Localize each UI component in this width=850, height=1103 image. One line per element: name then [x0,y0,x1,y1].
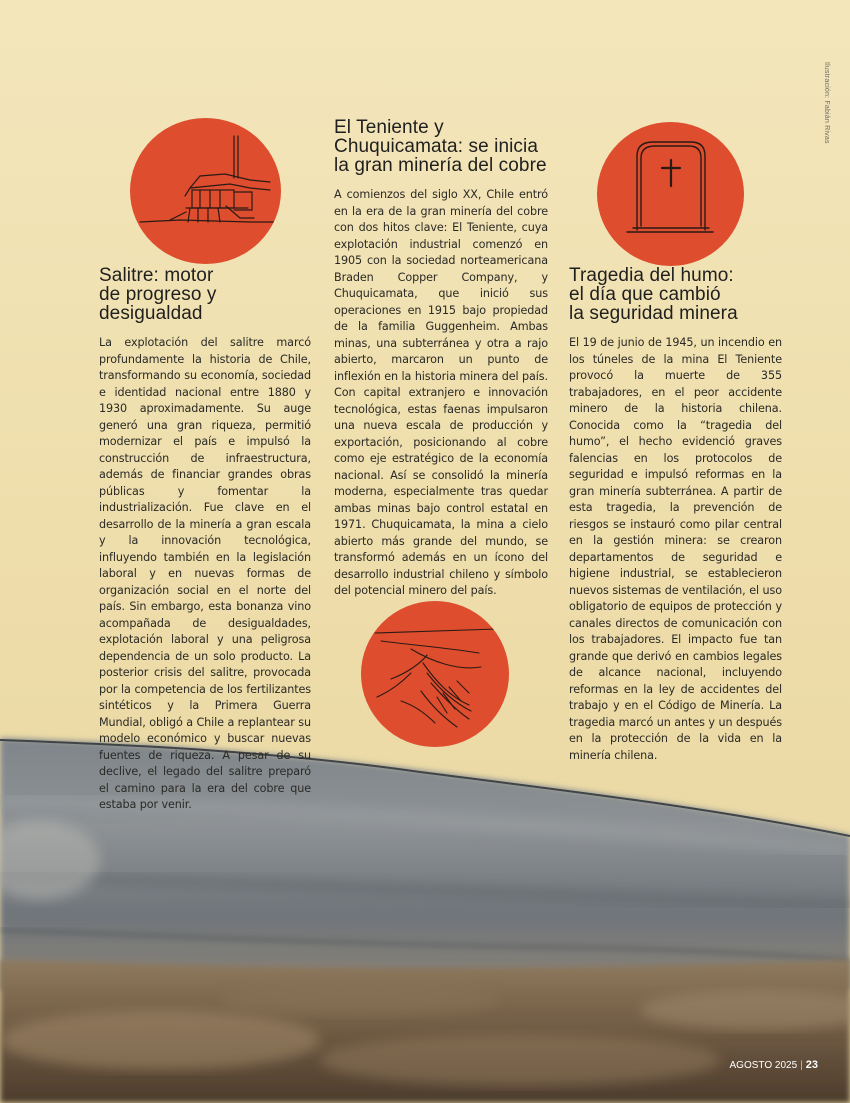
heading-line: desigualdad [99,303,203,324]
gravestone-icon [597,122,744,266]
factory-icon [130,118,281,264]
section-heading [569,266,782,323]
heading-line: la seguridad minera [569,303,738,324]
section-body: La explotación del salitre marcó profundamente la historia de Chile, transformando su economía, sociedad e identidad nacional entre 1880 y 1930 aproximadamente. Su auge generó una gran riqueza, permitió modernizar el país e impulsó la construcción de infraestructura, además de financiar grandes obras públicas y fomentar la industrialización. Fue clave en el desarrollo de la minería a gran escala y la innovación tecnológica, influyendo también en la legislación laboral y en nuevas formas de organización social en el norte del país. Sin embargo, esta bonanza vino acompañada de desigualdades, explotación laboral y una peligrosa dependencia de un solo producto. La posterior crisis del salitre, provocada por la competencia de los fertilizantes sintéticos y la Primera Guerra Mundial, obligó a Chile a replantear su modelo económico y buscar nuevas fuentes de riqueza. A pesar de su declive, el legado del salitre preparó el camino para la era del cobre que estaba por venir. [99,336,311,811]
section-body: A comienzos del siglo XX, Chile entró en la era de la gran minería del cobre con dos hitos clave: El Teniente, cuya explotación industrial comenzó en 1905 con la sociedad norteamericana Braden Copper Company, y Chuquicamata, que inició sus operaciones en 1915 bajo propiedad de la familia Guggenheim. Ambas minas, una subterránea y otra a rajo abierto, marcaron un punto de inflexión en la historia minera del país. Con capital extranjero e innovación tecnológica, estas faenas impulsaron una nueva escala de producción y exportación, posicionando al cobre como eje estratégico de la economía nacional. Así se consolidó la minería moderna, especialmente tras quedar ambas minas bajo control estatal en 1971. Chuquicamata, la mina a cielo abierto más grande del mundo, se transformó además en un ícono del desarrollo industrial chileno y símbolo del potencial minero del país. [334,188,548,597]
page-footer [730,1059,819,1071]
section-heading [334,118,548,175]
open-pit-mine-icon [361,601,509,747]
heading-line: la gran minería del cobre [334,155,547,176]
footer-separator: | [800,1060,803,1071]
page-number: 23 [805,1059,818,1071]
illustration-credit: Ilustración: Fabián Rivas [823,62,830,144]
heading-line: Tragedia del humo: [569,265,734,286]
section-saltpeter [99,266,311,814]
section-heading [99,266,311,323]
heading-line: Salitre: motor [99,265,214,286]
issue-date: AGOSTO 2025 [729,1060,798,1071]
section-copper-mines [334,118,548,600]
heading-line: El Teniente y [334,117,444,138]
section-smoke-tragedy [569,266,782,764]
section-body: El 19 de junio de 1945, un incendio en los túneles de la mina El Teniente provocó la muerte de 355 trabajadores, en el peor accidente minero de la historia chilena. Conocida como la “tragedia del humo”, el hecho evidenció graves falencias en los protocolos de seguridad e impulsó reformas en la gran minería subterránea. A partir de esta tragedia, la prevención de riesgos se instauró como pilar central en la gestión minera: se crearon departamentos de seguridad e higiene industrial, se establecieron nuevos sistemas de ventilación, el uso obligatorio de equipos de protección y canales directos de comunicación con los trabajadores. El impacto fue tan grande que derivó en cambios legales de alcance nacional, incluyendo reformas en la ley de accidentes del trabajo y en el Código de Minería. La tragedia marcó un antes y un después en la protección de la vida en la minería chilena. [569,336,782,762]
heading-line: de progreso y [99,284,217,305]
heading-line: el día que cambió [569,284,721,305]
heading-line: Chuquicamata: se inicia [334,136,539,157]
